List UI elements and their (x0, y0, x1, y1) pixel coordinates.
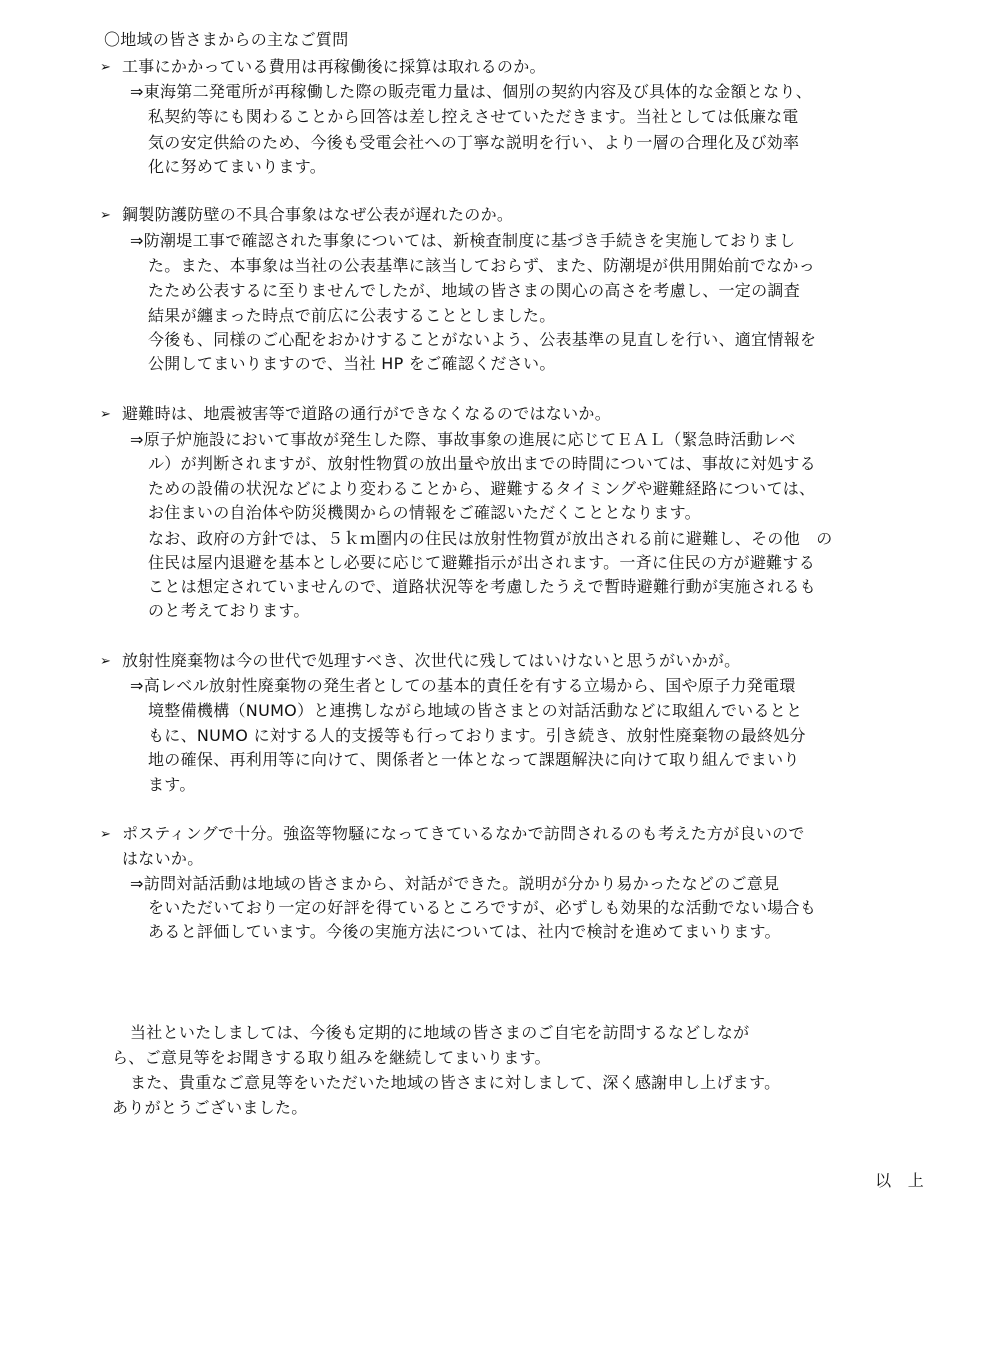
answer-4-line: ます。 (148, 775, 196, 794)
answer-4-line: 地の確保、再利用等に向けて、関係者と一体となって課題解決に向けて取り組んでまいり (148, 750, 800, 769)
answer-4-line: もに、NUMO に対する人的支援等も行っております。引き続き、放射性廃棄物の最終処分 (148, 726, 806, 745)
answer-1-line: 化に努めてまいります。 (148, 157, 327, 176)
end-mark: 以 上 (875, 1171, 924, 1190)
answer-3-line: ための設備の状況などにより変わることから、避難するタイミングや避難経路については、 (148, 479, 816, 498)
arrow-bullet-icon: ➢ (100, 827, 112, 842)
answer-3-line: ことは想定されていませんので、道路状況等を考慮したうえで暫時避難行動が実施されるも (148, 577, 816, 596)
answer-2-line: 公開してまいりますので、当社 HP をご確認ください。 (148, 354, 556, 373)
answer-5-line: あると評価しています。今後の実施方法については、社内で検討を進めてまいります。 (148, 922, 781, 941)
answer-5-line: ⇒訪問対話活動は地域の皆さまから、対話ができた。説明が分かり易かったなどのご意見 (130, 874, 780, 893)
question-2: ➢ 鋼製防護防壁の不具合事象はなぜ公表が遅れたのか。 (100, 203, 513, 228)
closing-paragraph-line: 当社といたしましては、今後も定期的に地域の皆さまのご自宅を訪問するなどしなが (130, 1023, 750, 1042)
question-5: ➢ ポスティングで十分。強盗等物騒になってきているなかで訪問されるのも考えた方が良いので (100, 822, 805, 847)
closing-paragraph-line: ら、ご意見等をお聞きする取り組みを継続してまいります。 (112, 1048, 551, 1067)
answer-2-line: ⇒防潮堤工事で確認された事象については、新検査制度に基づき手続きを実施しておりまし (130, 231, 796, 250)
closing-paragraph-line: また、貴重なご意見等をいただいた地域の皆さまに対しまして、深く感謝申し上げます。 (130, 1073, 781, 1092)
answer-3-line: ⇒原子炉施設において事故が発生した際、事故事象の進展に応じてＥＡＬ（緊急時活動レベ (130, 430, 796, 449)
answer-2-line: たため公表するに至りませんでしたが、地域の皆さまの関心の高さを考慮し、一定の調査 (148, 281, 801, 300)
answer-3-line: ル）が判断されますが、放射性物質の放出量や放出までの時間については、事故に対処する (148, 454, 816, 473)
answer-3-line: のと考えております。 (148, 601, 310, 620)
answer-4-line: ⇒高レベル放射性廃棄物の発生者としての基本的責任を有する立場から、国や原子力発電環 (130, 676, 796, 695)
question-4: ➢ 放射性廃棄物は今の世代で処理すべき、次世代に残してはいけないと思うがいかが。 (100, 649, 740, 674)
answer-2-line: 結果が纏まった時点で前広に公表することとしました。 (148, 306, 556, 325)
answer-3-line: なお、政府の方針では、５ｋｍ圏内の住民は放射性物質が放出される前に避難し、その他 の (148, 529, 833, 548)
arrow-bullet-icon: ➢ (100, 654, 112, 669)
question-5-continued: はないか。 (122, 849, 204, 868)
answer-2-line: 今後も、同様のご心配をおかけすることがないよう、公表基準の見直しを行い、適宜情報を (148, 330, 817, 349)
answer-3-line: お住まいの自治体や防災機関からの情報をご確認いただくこととなります。 (148, 503, 701, 522)
answer-1-line: 気の安定供給のため、今後も受電会社への丁寧な説明を行い、より一層の合理化及び効率 (148, 133, 800, 152)
closing-paragraph-line: ありがとうございました。 (112, 1098, 308, 1117)
arrow-bullet-icon: ➢ (100, 208, 112, 223)
answer-1-line: ⇒東海第二発電所が再稼働した際の販売電力量は、個別の契約内容及び具体的な金額となり、 (130, 82, 813, 101)
arrow-bullet-icon: ➢ (100, 60, 112, 75)
answer-1-line: 私契約等にも関わることから回答は差し控えさせていただきます。当社としては低廉な電 (148, 107, 799, 126)
answer-5-line: をいただいており一定の好評を得ているところですが、必ずしも効果的な活動でない場合も (148, 898, 817, 917)
section-heading: 〇地域の皆さまからの主なご質問 (104, 30, 349, 49)
answer-2-line: た。また、本事象は当社の公表基準に該当しておらず、また、防潮堤が供用開始前でなかっ (148, 256, 816, 275)
answer-3-line: 住民は屋内退避を基本とし必要に応じて避難指示が出されます。一斉に住民の方が避難する (148, 553, 816, 572)
arrow-bullet-icon: ➢ (100, 407, 112, 422)
answer-4-line: 境整備機構（NUMO）と連携しながら地域の皆さまとの対話活動などに取組んでいるとと (148, 701, 803, 720)
question-3: ➢ 避難時は、地震被害等で道路の通行ができなくなるのではないか。 (100, 402, 611, 427)
question-1: ➢ 工事にかかっている費用は再稼働後に採算は取れるのか。 (100, 55, 546, 80)
